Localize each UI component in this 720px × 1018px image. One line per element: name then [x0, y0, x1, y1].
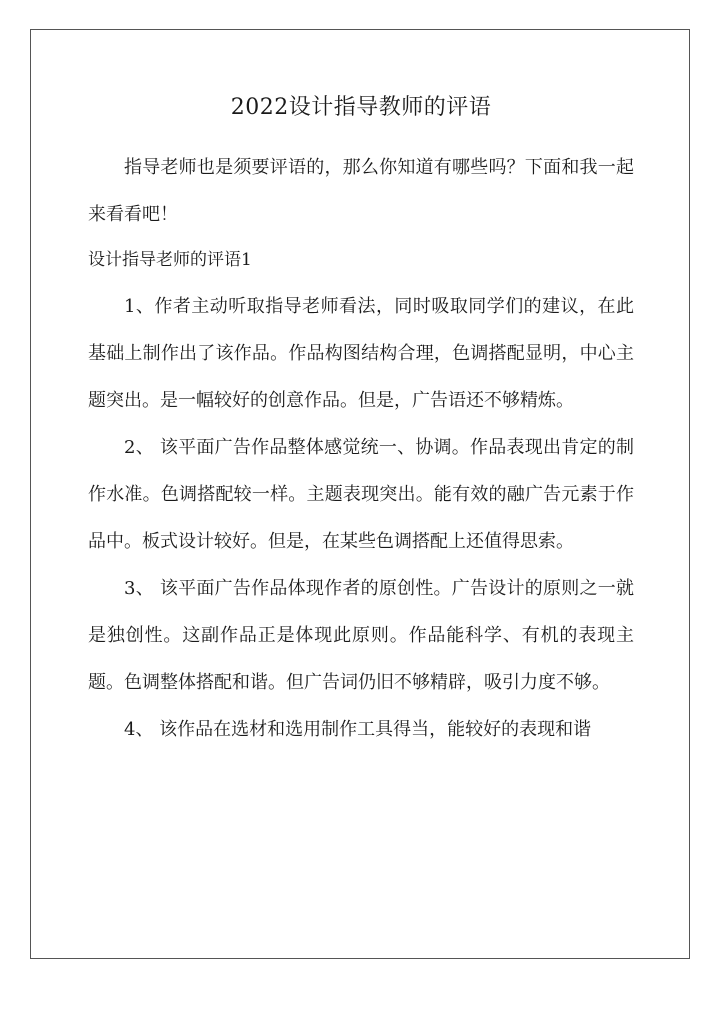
comment-item-2: 2、 该平面广告作品整体感觉统一、协调。作品表现出肯定的制作水准。色调搭配较一样。主题表现突出。能有效的融广告元素于作品中。板式设计较好。但是，在某些色调搭配上还值得思索。 [88, 437, 634, 552]
document-body [88, 88, 634, 753]
comment-item-1: 1、作者主动听取指导老师看法，同时吸取同学们的建议，在此基础上制作出了该作品。作品构图结构合理，色调搭配显明，中心主题突出。是一幅较好的创意作品。但是，广告语还不够精炼。 [88, 296, 634, 411]
intro-paragraph: 指导老师也是须要评语的，那么你知道有哪些吗？下面和我一起来看看吧！ [88, 157, 634, 225]
page-title: 2022设计指导教师的评语 [230, 95, 492, 120]
comment-item-3: 3、 该平面广告作品体现作者的原创性。广告设计的原则之一就是独创性。这副作品正是体现此原则。作品能科学、有机的表现主题。色调整体搭配和谐。但广告词仍旧不够精辟，吸引力度不够。 [88, 578, 634, 693]
comment-item-4: 4、 该作品在选材和选用制作工具得当，能较好的表现和谐 [124, 719, 592, 740]
section-heading: 设计指导老师的评语1 [88, 250, 252, 270]
